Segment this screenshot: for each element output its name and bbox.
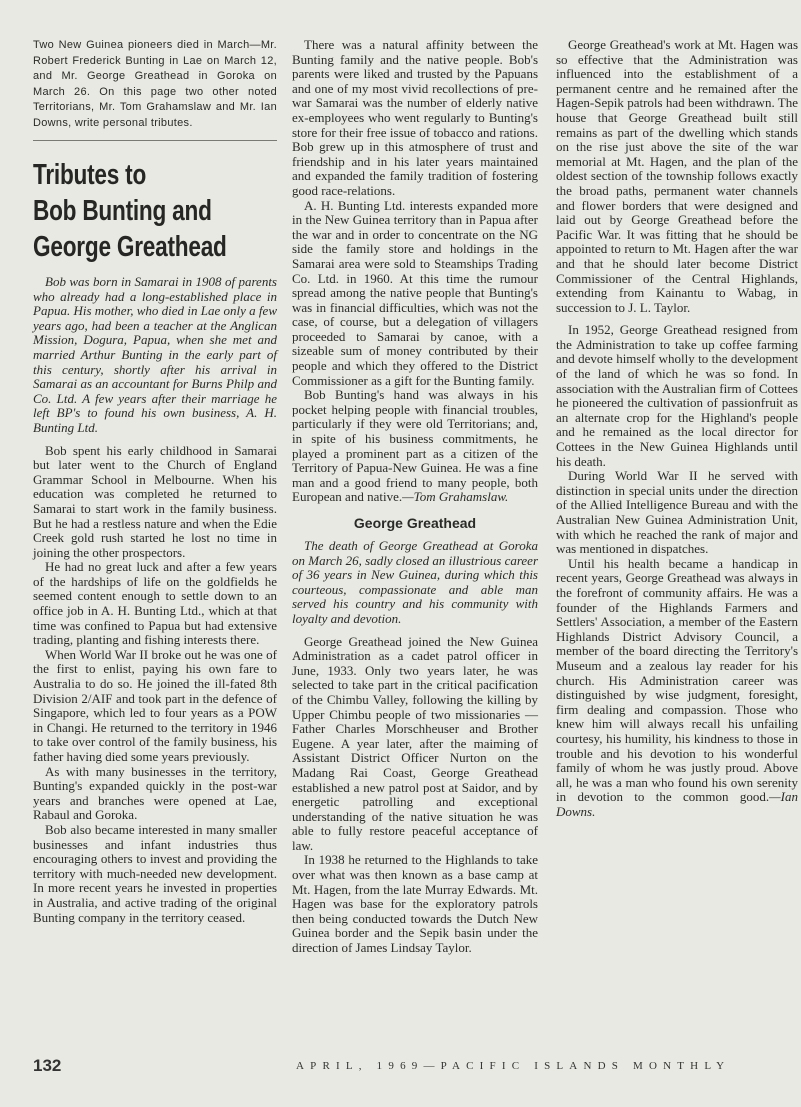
- headline-line-1: Tributes to: [33, 159, 147, 191]
- bunting-paragraph: There was a natural affinity between the Bunting family and the native people. Bob's parents were liked and trusted by the Papuans and one of my most vivid recollections of pre-war Samarai was the number of elderly native ex-employees who went regularly to Bunting's store for their free issue of tobacco and rations. Bob grew up in this atmosphere of trust and friendship and in his later years maintained and expanded the family tradition of fostering good race-relations.: [292, 37, 538, 198]
- divider: [33, 140, 277, 141]
- greathead-signature: —Ian Downs.: [556, 789, 798, 819]
- intro-text: Two New Guinea pioneers died in March—Mr. Robert Frederick Bunting in Lae on March 12, and Mr. George Greathead in Goroka on March 26. On this page two other noted Territorians, Mr. Tom Grahamslaw and Mr. Ian Downs, write personal tributes.: [33, 39, 277, 129]
- greathead-paragraph: During World War II he served with distinction in special units under the direction of the Allied Intelligence Bureau and with the Australian New Guinea Administration Unit, with which he reached the rank of major and was mentioned in dispatches.: [556, 468, 798, 557]
- page-footer: [0, 1056, 801, 1080]
- bunting-lead: Bob was born in Samarai in 1908 of parents who already had a long-established place in Papua. His mother, who died in Lae only a few years ago, had been a teacher at the Anglican Mission, Dogura, Papua, when she met and married Arthur Bunting in the early part of this century, shortly after his arrival in Samarai as an accountant for Burns Philp and Co. Ltd. A few years after their marriage he left BP's to found his own business, A. H. Bunting Ltd.: [33, 274, 277, 435]
- article-headline: [33, 157, 277, 265]
- greathead-lead: The death of George Greathead at Goroka on March 26, sadly closed an illustrious career of 36 years in New Guinea, during which this courteous, compassionate and able man served his country and his community with loyalty and devotion.: [292, 538, 539, 626]
- greathead-paragraph: George Greathead joined the New Guinea Administration as a cadet patrol officer in June, 1933. Only two years later, he was selected to take part in the critical pacification of the Chimbu Valley, following the killing by Upper Chimbu people of two missionaries — Father Charles Morschheuser and Brother Eugene. A year later, after the maiming of Assistant District Officer Nurton on the Madang Rai Coast, George Greathead established a new patrol post at Saidor, and by energetic patrolling and exceptional understanding of the native situation he was able to fully restore peaceful acceptance of law.: [292, 633, 538, 853]
- greathead-paragraph: In 1952, George Greathead resigned from the Administration to take up coffee farming and devote himself wholly to the development of the land of which he was so fond. In association with the Australian firm of Cottees he pioneered the cultivation of passionfruit as an alternate crop for the Highland's people and he remained as the local director for Cottees in the New Guinea Highlands until his death.: [556, 322, 798, 469]
- bunting-paragraph: He had no great luck and after a few years of the hardships of life on the goldfields he seemed content enough to settle down to an office job in A. H. Bunting Ltd., which at that time was confined to Papua but had extensive trading, planting and fishing interests there.: [33, 559, 277, 648]
- bunting-signature: —Tom Grahamslaw.: [402, 489, 509, 505]
- greathead-paragraph: George Greathead's work at Mt. Hagen was so effective that the Administration was influenced into the establishment of a permanent centre and he remained after the Hagen-Sepik patrols had been withdrawn. The house that George Greathead built still remains as part of the dwelling which stands on the rise just above the site of the war memorial at Mt. Hagen, and the plan of the oldest section of the township follows exactly the broad paths, permanent water channels and flower borders that were designed and laid out by George Greathead before the Pacific War. It was fitting that he should be appointed to return to Mt. Hagen after the war and that he should later become District Commissioner of the Central Highlands, extending from Kainantu to Wabag, in succession to J. L. Taylor.: [556, 37, 798, 315]
- bunting-closing-text: Bob Bunting's hand was always in his pocket helping people with financial troubles, particularly if they were old Territorians; and, in spite of his business commitments, he played a prominent part as a citizen of the Territory of Papua-New Guinea. He was a fine man and a good friend to many people, both European and native.: [292, 387, 538, 505]
- bunting-paragraph: A. H. Bunting Ltd. interests expanded more in the New Guinea territory than in Papua after the war and in order to concentrate on the NG side the family store and holdings in the Samarai area were sold to Steamships Trading Co. Ltd. in 1960. At this time the rumour spread among the native people that Bunting's was in financial difficulties, which was not the case, of course, but a delegation of villagers proceeded to Samarai by canoe, with a sizeable sum of money contributed by their people and which they offered to the District Commissioner as a gift for the Bunting family.: [292, 197, 538, 388]
- bunting-paragraph: Bob spent his early childhood in Samarai but later went to the Church of England Grammar School in Melbourne. When his education was completed he returned to Samarai to start work in the family business. But he had a restless nature and when the Edie Creek gold rush started he lost no time in joining the other prospectors.: [33, 442, 277, 560]
- column-2: [292, 38, 538, 956]
- greathead-closing-text: Until his health became a handicap in recent years, George Greathead was always in the forefront of community affairs. He was a founder of the Highlands Farmers and Settlers' Association, a member of the Eastern Highlands District Advisory Council, a member of the board directing the Territory's Museum and a zealous lay reader for his church. His Administration career was distinguished by wise judgment, foresight, firm dealing and compassion. Those who knew him will always recall his unfailing courtesy, his humility, his kindness to those in trouble and his devotion to his wonderful family of whom he was justly proud. Above all, he was a man who found his own serenity in devotion to the common good.: [556, 555, 798, 805]
- greathead-subheading: George Greathead: [353, 515, 477, 531]
- headline-line-3: George Greathead: [33, 231, 227, 263]
- bunting-paragraph: As with many businesses in the territory, Bunting's expanded quickly in the post-war years and branches were opened at Lae, Rabaul and Goroka.: [33, 763, 277, 823]
- headline-line-2: Bob Bunting and: [33, 195, 212, 227]
- running-head: APRIL, 1969—PACIFIC ISLANDS MONTHLY: [296, 1060, 731, 1072]
- greathead-paragraph: In 1938 he returned to the Highlands to take over what was then known as a base camp at Mt. Hagen, from the late Murray Edwards. Mt. Hagen was base for the exploratory patrols then being conducted towards the Dutch New Guinea border and the Sepik basin under the direction of James Lindsay Taylor.: [292, 852, 538, 956]
- bunting-paragraph: When World War II broke out he was one of the first to enlist, paying his own fare to Australia to do so. He joined the ill-fated 8th Division 2/AIF and took part in the defence of Singapore, which led to four years as a POW in Changi. He returned to the territory in 1946 to take over control of the family business, his father having died some years previously.: [33, 646, 277, 764]
- page-number: 132: [33, 1056, 62, 1075]
- bunting-paragraph: [292, 388, 538, 505]
- column-1: [33, 38, 277, 925]
- column-3: [556, 38, 798, 819]
- bunting-paragraph: Bob also became interested in many smaller businesses and infant industries thus encouraging others to invest and providing the territory with much-needed new development. In more recent years he invested in properties in Australia, and active trading of the original Bunting company in the territory ceased.: [33, 821, 277, 925]
- greathead-paragraph: [556, 557, 798, 820]
